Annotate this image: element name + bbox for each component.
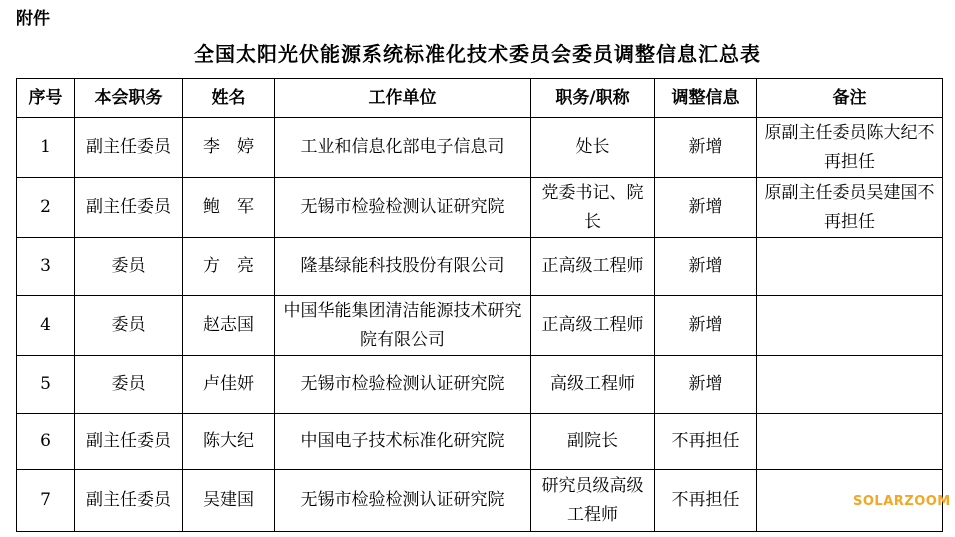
cell-org: 无锡市检验检测认证研究院 <box>275 356 531 414</box>
cell-change: 不再担任 <box>655 470 757 532</box>
cell-note: 原副主任委员陈大纪不再担任 <box>757 118 943 178</box>
cell-title: 党委书记、院长 <box>531 178 655 238</box>
solarzoom-watermark: SOLARZOOM <box>853 494 951 509</box>
cell-role: 委员 <box>75 296 183 356</box>
cell-no: 2 <box>17 178 75 238</box>
cell-role: 副主任委员 <box>75 118 183 178</box>
cell-role: 委员 <box>75 356 183 414</box>
cell-change: 新增 <box>655 178 757 238</box>
col-header-name: 姓名 <box>183 79 275 118</box>
table-row <box>17 296 943 356</box>
cell-no: 3 <box>17 238 75 296</box>
cell-change: 不再担任 <box>655 414 757 470</box>
table-row <box>17 118 943 178</box>
table-row <box>17 238 943 296</box>
table-row <box>17 414 943 470</box>
cell-change: 新增 <box>655 356 757 414</box>
cell-change: 新增 <box>655 296 757 356</box>
table-row <box>17 178 943 238</box>
table-row <box>17 356 943 414</box>
cell-org: 中国电子技术标准化研究院 <box>275 414 531 470</box>
cell-change: 新增 <box>655 238 757 296</box>
cell-org: 隆基绿能科技股份有限公司 <box>275 238 531 296</box>
cell-name: 鲍 军 <box>183 178 275 238</box>
cell-note <box>757 238 943 296</box>
attachment-label: 附件 <box>16 9 50 29</box>
cell-title: 正高级工程师 <box>531 238 655 296</box>
cell-title: 处长 <box>531 118 655 178</box>
cell-title: 研究员级高级工程师 <box>531 470 655 532</box>
cell-change: 新增 <box>655 118 757 178</box>
cell-note <box>757 414 943 470</box>
cell-note: 原副主任委员吴建国不再担任 <box>757 178 943 238</box>
table-row <box>17 470 943 532</box>
cell-note <box>757 296 943 356</box>
cell-org: 无锡市检验检测认证研究院 <box>275 470 531 532</box>
col-header-org: 工作单位 <box>275 79 531 118</box>
cell-role: 委员 <box>75 238 183 296</box>
committee-table <box>16 78 943 532</box>
col-header-role: 本会职务 <box>75 79 183 118</box>
cell-no: 6 <box>17 414 75 470</box>
cell-org: 工业和信息化部电子信息司 <box>275 118 531 178</box>
page-title: 全国太阳光伏能源系统标准化技术委员会委员调整信息汇总表 <box>194 42 761 66</box>
cell-name: 陈大纪 <box>183 414 275 470</box>
cell-note <box>757 356 943 414</box>
cell-name: 赵志国 <box>183 296 275 356</box>
cell-no: 5 <box>17 356 75 414</box>
cell-org: 无锡市检验检测认证研究院 <box>275 178 531 238</box>
cell-name: 吴建国 <box>183 470 275 532</box>
table-header-row <box>17 79 943 118</box>
col-header-no: 序号 <box>17 79 75 118</box>
cell-title: 高级工程师 <box>531 356 655 414</box>
cell-title: 正高级工程师 <box>531 296 655 356</box>
cell-org: 中国华能集团清洁能源技术研究院有限公司 <box>275 296 531 356</box>
cell-role: 副主任委员 <box>75 470 183 532</box>
cell-no: 7 <box>17 470 75 532</box>
cell-no: 4 <box>17 296 75 356</box>
col-header-title: 职务/职称 <box>531 79 655 118</box>
cell-name: 方 亮 <box>183 238 275 296</box>
col-header-note: 备注 <box>757 79 943 118</box>
cell-no: 1 <box>17 118 75 178</box>
cell-name: 李 婷 <box>183 118 275 178</box>
col-header-change: 调整信息 <box>655 79 757 118</box>
cell-role: 副主任委员 <box>75 178 183 238</box>
cell-role: 副主任委员 <box>75 414 183 470</box>
cell-title: 副院长 <box>531 414 655 470</box>
cell-name: 卢佳妍 <box>183 356 275 414</box>
